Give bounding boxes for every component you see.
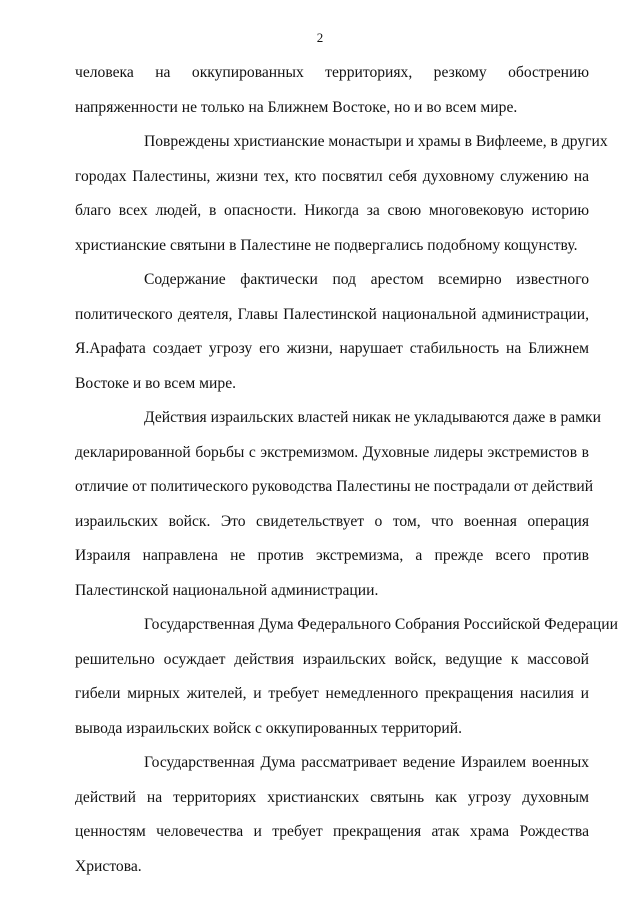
text-line: христианские святыни в Палестине не подвергались подобному кощунству.: [75, 236, 578, 254]
paragraph: [75, 56, 589, 125]
text-line: Повреждены христианские монастыри и храмы в Вифлееме, в других: [144, 133, 608, 150]
text-line: Государственная Дума Федерального Собрания Российской Федерации: [144, 616, 618, 633]
text-line: городах Палестины, жизни тех, кто посвятил себя духовному служению на: [75, 167, 589, 185]
page-number: 2: [316, 30, 324, 45]
text-line: Содержание фактически под арестом всемирно известного: [144, 271, 589, 288]
text-line: вывода израильских войск с оккупированных территорий.: [75, 719, 463, 737]
document-body: [75, 56, 618, 884]
text-line: Израиля направлена не против экстремизма, а прежде всего против: [75, 547, 589, 564]
paragraph: [75, 401, 601, 608]
text-line: Я.Арафата создает угрозу его жизни, нарушает стабильность на Ближнем: [75, 340, 589, 357]
text-line: благо всех людей, в опасности. Никогда за свою многовековую историю: [75, 202, 589, 219]
text-line: действий на территориях христианских святынь как угрозу духовным: [75, 788, 589, 806]
text-line: Христова.: [75, 857, 142, 875]
text-line: Действия израильских властей никак не укладываются даже в рамки: [144, 409, 601, 426]
text-line: решительно осуждает действия израильских войск, ведущие к массовой: [75, 650, 589, 668]
text-line: израильских войск. Это свидетельствует о том, что военная операция: [75, 512, 589, 530]
text-line: напряженности не только на Ближнем Востоке, но и во всем мире.: [75, 98, 518, 116]
paragraph: [75, 125, 608, 263]
paragraph: [75, 263, 589, 401]
text-line: гибели мирных жителей, и требует немедленного прекращения насилия и: [75, 685, 589, 702]
text-line: Востоке и во всем мире.: [75, 374, 237, 392]
text-line: ценностям человечества и требует прекращения атак храма Рождества: [75, 823, 589, 840]
paragraph: [75, 746, 589, 884]
text-line: Государственная Дума рассматривает ведение Израилем военных: [144, 754, 589, 771]
text-line: человека на оккупированных территориях, резкому обострению: [75, 64, 589, 81]
paragraph: [75, 608, 618, 746]
text-line: политического деятеля, Главы Палестинской национальной администрации,: [75, 305, 589, 323]
text-line: декларированной борьбы с экстремизмом. Духовные лидеры экстремистов в: [75, 443, 589, 461]
text-line: Палестинской национальной администрации.: [75, 581, 379, 599]
text-line: отличие от политического руководства Палестины не пострадали от действий: [75, 478, 594, 495]
